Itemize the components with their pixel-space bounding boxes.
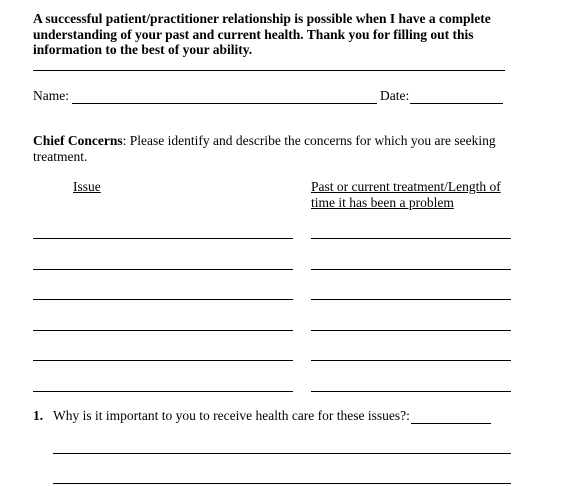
name-field[interactable]: [72, 103, 377, 104]
date-field[interactable]: [410, 103, 503, 104]
intro-divider: [33, 70, 505, 71]
treatment-line-5[interactable]: [311, 360, 511, 361]
treatment-line-3[interactable]: [311, 299, 511, 300]
treatment-line-2[interactable]: [311, 269, 511, 270]
issue-line-1[interactable]: [33, 238, 293, 239]
issue-line-4[interactable]: [33, 330, 293, 331]
treatment-column-header: Past or current treatment/Length of time it has been a problem: [311, 179, 501, 210]
issue-column-header: Issue: [73, 179, 101, 194]
treatment-line-6[interactable]: [311, 391, 511, 392]
issue-line-2[interactable]: [33, 269, 293, 270]
intro-paragraph: A successful patient/practitioner relationship is possible when I have a complete understanding of your past and current health. Thank you for filling out this information to the best of your ability.: [33, 11, 491, 57]
question-1-answer-line-2[interactable]: [53, 483, 511, 484]
chief-concerns-instructions: [33, 133, 513, 165]
chief-concerns-label: Chief Concerns: [33, 133, 123, 148]
question-1-inline-line[interactable]: [411, 423, 491, 424]
issue-line-3[interactable]: [33, 299, 293, 300]
question-1-number: 1.: [33, 408, 44, 423]
name-label: Name:: [33, 88, 69, 103]
date-label: Date:: [380, 88, 410, 103]
treatment-line-1[interactable]: [311, 238, 511, 239]
question-1-text: Why is it important to you to receive health care for these issues?:: [53, 408, 410, 423]
question-1-answer-line-1[interactable]: [53, 453, 511, 454]
treatment-line-4[interactable]: [311, 330, 511, 331]
issue-line-6[interactable]: [33, 391, 293, 392]
chief-concerns-text: : Please identify and describe the concerns for which you are seeking treatment.: [33, 133, 496, 164]
issue-line-5[interactable]: [33, 360, 293, 361]
